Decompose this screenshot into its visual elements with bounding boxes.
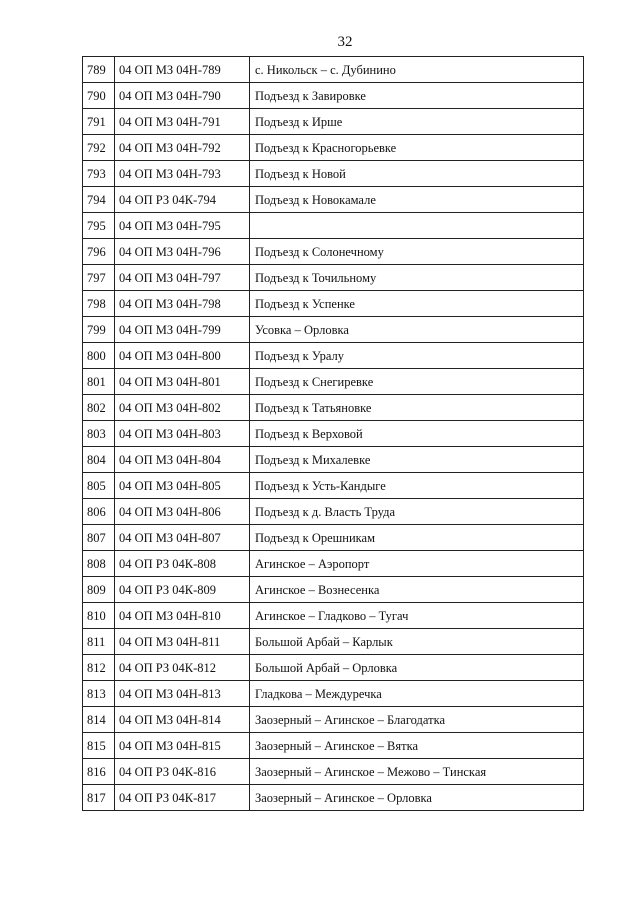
table-row — [83, 785, 584, 811]
table-row — [83, 421, 584, 447]
road-name-cell: Заозерный – Агинское – Межово – Тинская — [250, 759, 584, 785]
road-code-cell: 04 ОП РЗ 04К-817 — [115, 785, 250, 811]
road-name-cell: Большой Арбай – Орловка — [250, 655, 584, 681]
row-number-cell: 810 — [83, 603, 115, 629]
row-number-cell: 790 — [83, 83, 115, 109]
table-row — [83, 187, 584, 213]
road-code-cell: 04 ОП МЗ 04Н-795 — [115, 213, 250, 239]
road-name-cell: Подъезд к Ирше — [250, 109, 584, 135]
table-row — [83, 265, 584, 291]
road-code-cell: 04 ОП МЗ 04Н-804 — [115, 447, 250, 473]
road-name-cell: Агинское – Гладково – Тугач — [250, 603, 584, 629]
road-name-cell: Подъезд к Усть-Кандыге — [250, 473, 584, 499]
row-number-cell: 812 — [83, 655, 115, 681]
road-code-cell: 04 ОП МЗ 04Н-815 — [115, 733, 250, 759]
table-row — [83, 473, 584, 499]
table-row — [83, 317, 584, 343]
road-code-cell: 04 ОП МЗ 04Н-803 — [115, 421, 250, 447]
row-number-cell: 807 — [83, 525, 115, 551]
row-number-cell: 795 — [83, 213, 115, 239]
row-number-cell: 798 — [83, 291, 115, 317]
road-name-cell: Заозерный – Агинское – Вятка — [250, 733, 584, 759]
road-code-cell: 04 ОП МЗ 04Н-790 — [115, 83, 250, 109]
row-number-cell: 791 — [83, 109, 115, 135]
road-code-cell: 04 ОП МЗ 04Н-796 — [115, 239, 250, 265]
road-name-cell: Подъезд к Новой — [250, 161, 584, 187]
table-row — [83, 109, 584, 135]
road-code-cell: 04 ОП РЗ 04К-794 — [115, 187, 250, 213]
road-code-cell: 04 ОП МЗ 04Н-806 — [115, 499, 250, 525]
road-code-cell: 04 ОП МЗ 04Н-810 — [115, 603, 250, 629]
road-name-cell: Подъезд к Верховой — [250, 421, 584, 447]
road-name-cell — [250, 213, 584, 239]
table-row — [83, 291, 584, 317]
road-name-cell: Подъезд к Уралу — [250, 343, 584, 369]
row-number-cell: 793 — [83, 161, 115, 187]
table-row — [83, 525, 584, 551]
road-code-cell: 04 ОП РЗ 04К-812 — [115, 655, 250, 681]
road-code-cell: 04 ОП РЗ 04К-809 — [115, 577, 250, 603]
road-code-cell: 04 ОП МЗ 04Н-802 — [115, 395, 250, 421]
road-code-cell: 04 ОП МЗ 04Н-813 — [115, 681, 250, 707]
table-row — [83, 83, 584, 109]
row-number-cell: 815 — [83, 733, 115, 759]
row-number-cell: 799 — [83, 317, 115, 343]
table-row — [83, 681, 584, 707]
row-number-cell: 808 — [83, 551, 115, 577]
road-name-cell: Подъезд к Новокамале — [250, 187, 584, 213]
road-name-cell: Подъезд к Снегиревке — [250, 369, 584, 395]
road-name-cell: Подъезд к Завировке — [250, 83, 584, 109]
table-row — [83, 447, 584, 473]
row-number-cell: 805 — [83, 473, 115, 499]
roads-table — [82, 56, 584, 811]
row-number-cell: 814 — [83, 707, 115, 733]
table-row — [83, 135, 584, 161]
road-name-cell: с. Никольск – с. Дубинино — [250, 57, 584, 83]
road-code-cell: 04 ОП МЗ 04Н-792 — [115, 135, 250, 161]
road-code-cell: 04 ОП МЗ 04Н-805 — [115, 473, 250, 499]
road-code-cell: 04 ОП РЗ 04К-808 — [115, 551, 250, 577]
table-row — [83, 733, 584, 759]
road-code-cell: 04 ОП МЗ 04Н-800 — [115, 343, 250, 369]
table-row — [83, 499, 584, 525]
roads-table-body — [83, 57, 584, 811]
road-code-cell: 04 ОП МЗ 04Н-791 — [115, 109, 250, 135]
road-code-cell: 04 ОП МЗ 04Н-814 — [115, 707, 250, 733]
table-row — [83, 343, 584, 369]
road-name-cell: Подъезд к Солонечному — [250, 239, 584, 265]
table-row — [83, 577, 584, 603]
road-name-cell: Агинское – Аэропорт — [250, 551, 584, 577]
road-name-cell: Подъезд к Красногорьевке — [250, 135, 584, 161]
row-number-cell: 800 — [83, 343, 115, 369]
row-number-cell: 803 — [83, 421, 115, 447]
row-number-cell: 813 — [83, 681, 115, 707]
row-number-cell: 804 — [83, 447, 115, 473]
road-code-cell: 04 ОП МЗ 04Н-811 — [115, 629, 250, 655]
road-name-cell: Подъезд к Орешникам — [250, 525, 584, 551]
row-number-cell: 789 — [83, 57, 115, 83]
road-name-cell: Подъезд к Точильному — [250, 265, 584, 291]
table-row — [83, 603, 584, 629]
road-name-cell: Заозерный – Агинское – Орловка — [250, 785, 584, 811]
row-number-cell: 806 — [83, 499, 115, 525]
road-name-cell: Агинское – Вознесенка — [250, 577, 584, 603]
table-row — [83, 161, 584, 187]
road-name-cell: Подъезд к Татьяновке — [250, 395, 584, 421]
table-row — [83, 57, 584, 83]
row-number-cell: 816 — [83, 759, 115, 785]
table-row — [83, 655, 584, 681]
table-row — [83, 213, 584, 239]
row-number-cell: 794 — [83, 187, 115, 213]
table-row — [83, 629, 584, 655]
row-number-cell: 801 — [83, 369, 115, 395]
road-code-cell: 04 ОП МЗ 04Н-799 — [115, 317, 250, 343]
table-row — [83, 551, 584, 577]
road-name-cell: Усовка – Орловка — [250, 317, 584, 343]
row-number-cell: 809 — [83, 577, 115, 603]
road-name-cell: Гладкова – Междуречка — [250, 681, 584, 707]
row-number-cell: 817 — [83, 785, 115, 811]
row-number-cell: 802 — [83, 395, 115, 421]
table-row — [83, 369, 584, 395]
table-row — [83, 759, 584, 785]
page-number: 32 — [337, 34, 353, 50]
road-code-cell: 04 ОП МЗ 04Н-793 — [115, 161, 250, 187]
table-row — [83, 707, 584, 733]
road-code-cell: 04 ОП МЗ 04Н-797 — [115, 265, 250, 291]
road-code-cell: 04 ОП МЗ 04Н-789 — [115, 57, 250, 83]
road-name-cell: Большой Арбай – Карлык — [250, 629, 584, 655]
road-code-cell: 04 ОП МЗ 04Н-801 — [115, 369, 250, 395]
table-row — [83, 239, 584, 265]
road-code-cell: 04 ОП РЗ 04К-816 — [115, 759, 250, 785]
road-name-cell: Заозерный – Агинское – Благодатка — [250, 707, 584, 733]
row-number-cell: 797 — [83, 265, 115, 291]
table-row — [83, 395, 584, 421]
road-name-cell: Подъезд к Михалевке — [250, 447, 584, 473]
road-code-cell: 04 ОП МЗ 04Н-807 — [115, 525, 250, 551]
road-name-cell: Подъезд к Успенке — [250, 291, 584, 317]
road-name-cell: Подъезд к д. Власть Труда — [250, 499, 584, 525]
row-number-cell: 792 — [83, 135, 115, 161]
row-number-cell: 811 — [83, 629, 115, 655]
row-number-cell: 796 — [83, 239, 115, 265]
road-code-cell: 04 ОП МЗ 04Н-798 — [115, 291, 250, 317]
